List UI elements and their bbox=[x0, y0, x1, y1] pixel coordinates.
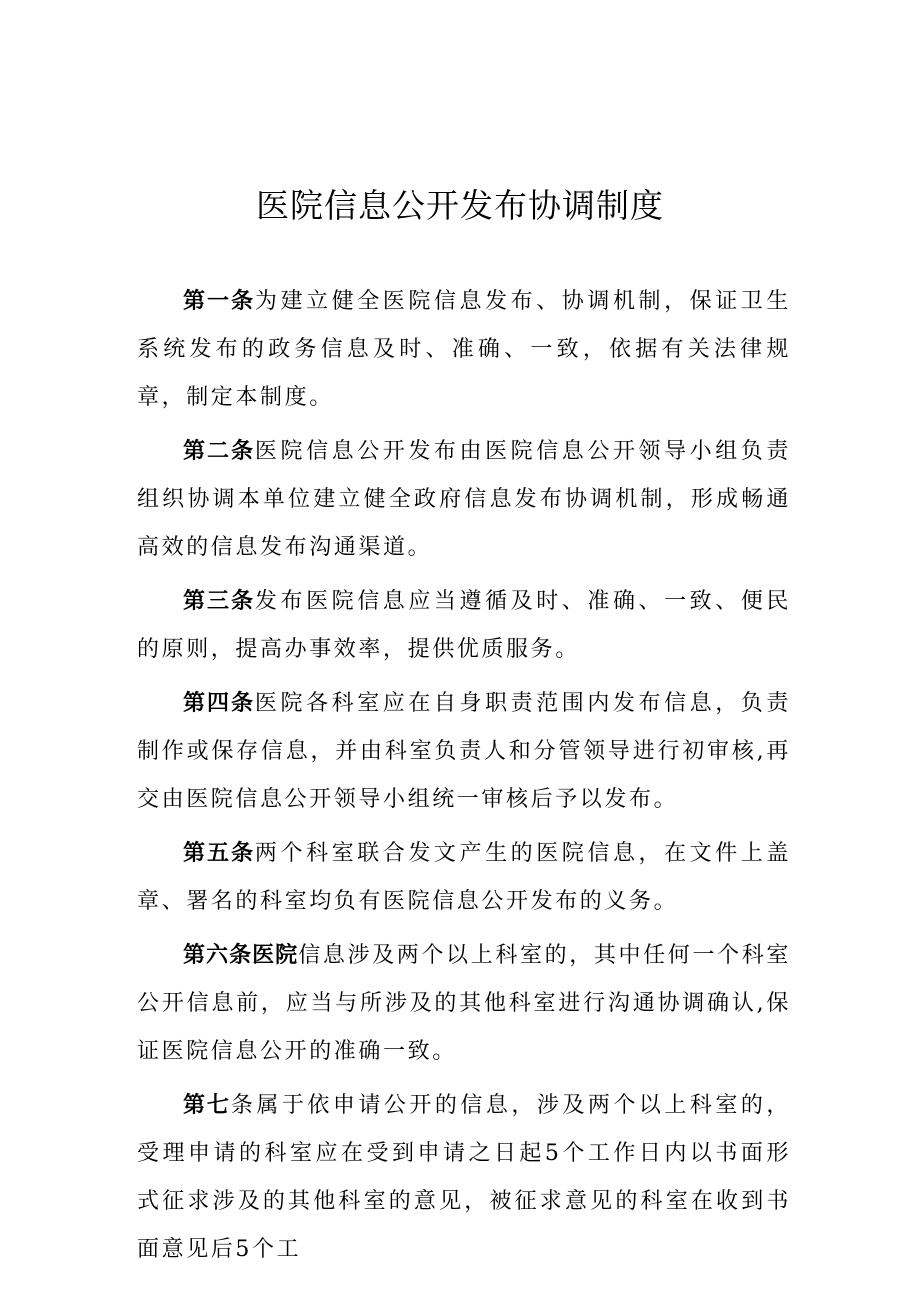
article-text: 两个科室联合发文产生的医院信息，在文件上盖章、署名的科室均负有医院信息公开发布的义务。 bbox=[137, 841, 791, 914]
article-label: 第四条 bbox=[183, 691, 255, 716]
article-label: 第六条医院 bbox=[183, 943, 299, 968]
article-2 bbox=[137, 428, 791, 572]
article-7 bbox=[137, 1082, 791, 1274]
article-1 bbox=[137, 278, 791, 422]
article-text: 发布医院信息应当遵循及时、准确、一致、便民的原则，提高办事效率，提供优质服务。 bbox=[137, 589, 791, 662]
document-body bbox=[137, 278, 791, 1280]
article-6 bbox=[137, 932, 791, 1076]
article-4 bbox=[137, 680, 791, 824]
article-label: 第五条 bbox=[183, 841, 255, 866]
article-label: 第二条 bbox=[183, 439, 255, 464]
article-text: 为建立健全医院信息发布、协调机制，保证卫生系统发布的政务信息及时、准确、一致，依据有关法律规章，制定本制度。 bbox=[137, 289, 791, 410]
document-title: 医院信息公开发布协调制度 bbox=[256, 186, 664, 225]
article-5 bbox=[137, 830, 791, 926]
article-label: 第三条 bbox=[183, 589, 255, 614]
article-3 bbox=[137, 578, 791, 674]
article-text: 信息涉及两个以上科室的，其中任何一个科室公开信息前，应当与所涉及的其他科室进行沟通协调确认,保证医院信息公开的准确一致。 bbox=[137, 943, 791, 1064]
article-label: 第一条 bbox=[183, 289, 255, 314]
article-label: 第七 bbox=[183, 1093, 231, 1118]
article-text: 条属于依申请公开的信息，涉及两个以上科室的，受理申请的科室应在受到申请之日起5个工作日内以书面形式征求涉及的其他科室的意见，被征求意见的科室在收到书面意见后5个工 bbox=[137, 1093, 791, 1262]
article-text: 医院信息公开发布由医院信息公开领导小组负责组织协调本单位建立健全政府信息发布协调机制，形成畅通高效的信息发布沟通渠道。 bbox=[137, 439, 791, 560]
article-text: 医院各科室应在自身职责范围内发布信息，负责制作或保存信息，并由科室负责人和分管领导进行初审核,再交由医院信息公开领导小组统一审核后予以发布。 bbox=[137, 691, 791, 812]
